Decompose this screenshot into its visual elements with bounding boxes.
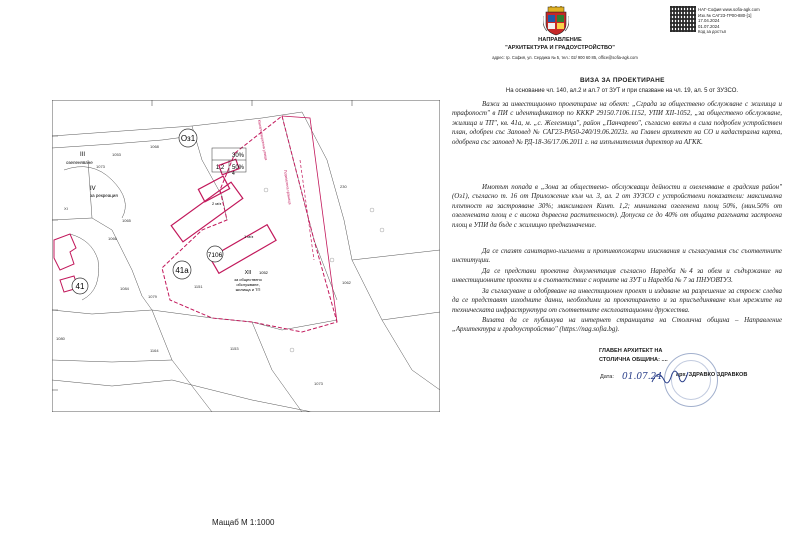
stamp-line: Изх.№ САГ23-ГР00-880-[1] (698, 12, 752, 18)
zone-label: Оз1 (180, 134, 196, 143)
stamp-line: Код за достъп (698, 29, 727, 35)
parcel-number: 1062 (342, 280, 351, 285)
paragraph-zone: Имотът попада в „Зона за обществено- обслужващи дейности и озеленяване в градския район" (Оз1), съгласно т. 16 от Приложение към чл. 3, ал. 2 от ЗУЗСО с устройствени показатели: максимална плътност на застрояване 30%; максимален Кинт. 1,2; минимална озеленена площ 50%, (мин.50% от озеленената площ е с висока дървесна растителност). Допуска се до 40% от общата разгъната застроена площ в УПИ да бъде с жилищно предназначение. (452, 184, 782, 229)
document-title: ВИЗА ЗА ПРОЕКТИРАНЕ (580, 77, 665, 84)
rl-label: 4 (232, 171, 235, 177)
upi-iii-label: III (80, 152, 86, 158)
sofia-coat-of-arms-icon (543, 6, 569, 36)
upi-iv-label: IV (90, 186, 96, 192)
parcel-number: 1153 (230, 346, 239, 351)
parcel-number: 1080 (56, 336, 65, 341)
parcel-number: 1053 (112, 152, 121, 157)
date-label: Дата: (600, 374, 614, 380)
stamp-line: НАГ-София www.sofia-agk.com (698, 7, 760, 12)
block-41a-label: 41а (175, 266, 189, 275)
upi-desc-2: обслужване, (236, 282, 260, 287)
parcel-number: 1084 (120, 286, 129, 291)
parcel-number: 1066 (108, 236, 117, 241)
cadastral-map (52, 100, 440, 412)
parcel-number: 1068 (150, 144, 159, 149)
upi-iii-desc: озеленяване (66, 160, 93, 165)
parcel-number: 1073 (96, 164, 105, 169)
signature-icon (650, 366, 690, 388)
handwritten-date: 01.07.24 (622, 372, 663, 382)
block-41-label: 41 (75, 282, 85, 291)
signature-title-1: ГЛАВЕН АРХИТЕКТ НА (599, 348, 663, 354)
paragraph-publication: Визата да се публикува на интернет страницата на Столична община – Направление „Архитектура и градоустройство" (https://nag.sofia.bg). (452, 317, 782, 334)
paragraph-sanitary: Да се спазят санитарно-хигиенни и противопожарни изисквания и съгласувания със съответните институции. (452, 248, 782, 265)
density-right: 50% (231, 165, 245, 171)
building-floors-2: 1 м/э (244, 234, 254, 239)
parcel-number: 1151 (194, 284, 203, 289)
paragraph-approval: За съгласуване и одобряване на инвестиционен проект и издаване на разрешение за строеж следва да се представят изходните данни, необходими за проектирането и за присъединяване към мрежите на техническата инфраструктура от съответните експлоатационни дружества. (452, 288, 782, 314)
upi-iv-desc: за рекреация (90, 193, 118, 198)
parcel-number: 1079 (148, 294, 157, 299)
upi-desc-3: жилища и ТП (235, 287, 261, 292)
parcel-number: 1065 (122, 218, 131, 223)
building-floors-1: 2 м/э (212, 201, 222, 206)
map-scale-label: Мащаб М 1:1000 (212, 518, 275, 527)
paragraph-object: Важи за инвестиционно проектиране на обект: „Сграда за обществено обслужване с жилища и трафопост" в ПИ с идентификатор по КККР 29150.7106.1152, УПИ XII-1052, „за обществено обслужване, жилища и ТП", кв. 41а, м. „с. Железница", район „Панчарево", съгласно влязъл в сила подробен устройствен план, одобрен със Заповед № САГ23-РА50-240/19.06.2023г. на Главен архитект на СО и кадастрална карта, одобрена със заповед № РД-18-36/17.06.2011 г. на изпълнителния директор на АГКК. (452, 101, 782, 146)
legal-basis: На основание чл. 140, ал.2 и ал.7 от ЗУТ и при спазване на чл. 19, ал. 5 от ЗУЗСО. (505, 88, 739, 94)
parcel-number: XI (64, 206, 68, 211)
signature-title-2: СТОЛИЧНА ОБЩИНА: .... (599, 357, 668, 363)
parcel-number: 230 (340, 184, 347, 189)
org-line-1: НАПРАВЛЕНИЕ (538, 37, 582, 43)
stamp-line: 01.07.2024 (698, 23, 720, 29)
parcel-id-label: 7106 (207, 252, 223, 259)
vertical-label-1: Поземлена граница (283, 169, 292, 205)
vertical-label-2: Канализационна улица (257, 119, 269, 161)
density-top: 30% (231, 153, 245, 159)
parcel-number: 1164 (150, 348, 159, 353)
density-left: 1,2 (215, 165, 225, 171)
paragraph-documentation: Да се представи проектна документация съгласно Наредба №4 за обем и съдържание на инвестиционните проекти и в съответствие с нормите на ЗУТ и Наредба № 7 за ПНУОВТУЗ. (452, 268, 782, 285)
upi-xii-sub: 1052 (259, 270, 268, 275)
org-line-2: "АРХИТЕКТУРА И ГРАДОУСТРОЙСТВО" (505, 45, 615, 51)
parcel-number: 1073 (314, 381, 323, 386)
signatory-name: арх. ЗДРАВКО ЗДРАВКОВ (676, 372, 748, 378)
upi-desc-1: за обществено (234, 277, 262, 282)
stamp-line: 17.04.2024 (698, 18, 720, 24)
qr-code-icon (670, 6, 696, 32)
upi-xii-label: XII (244, 270, 252, 276)
org-address: адрес: гр. София, ул. Сердика № 5, тел.: 02/ 900 60 85, office@sofia-agk.com (492, 55, 638, 60)
